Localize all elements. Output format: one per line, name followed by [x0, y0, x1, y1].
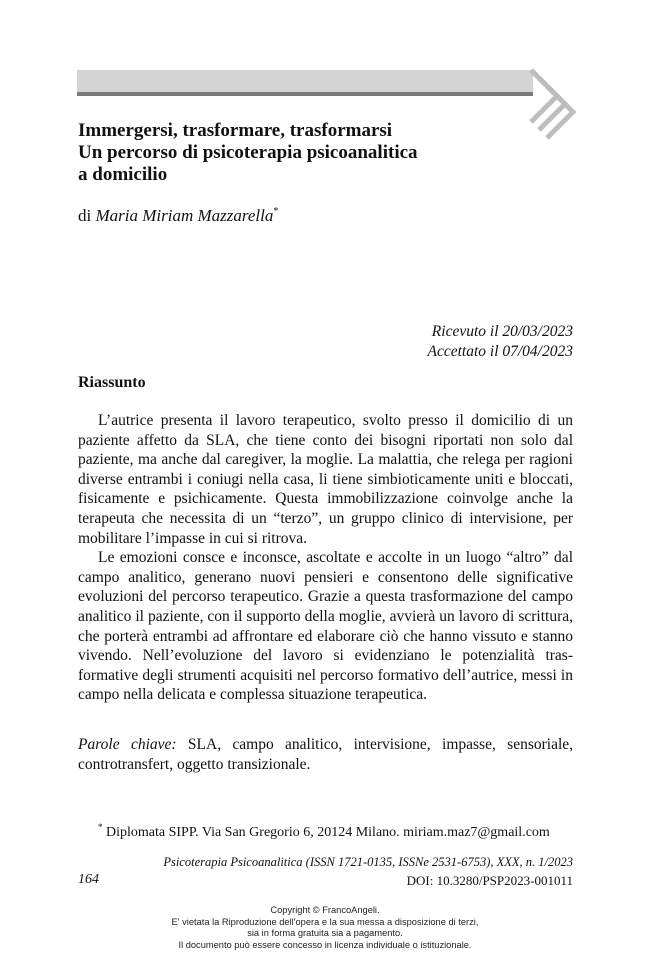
journal-citation: Psicoterapia Psicoanalitica (ISSN 1721-0135, ISSNe 2531-6753), XXX, n. 1/2023 [163, 855, 573, 869]
keywords [78, 735, 573, 775]
footnote-mark: * [98, 822, 103, 832]
abstract-body [78, 411, 573, 705]
title-line: Immergersi, trasformare, trasformarsi [78, 120, 393, 141]
copyright-line: Il documento può essere concesso in licenza individuale o istituzionale. [178, 939, 472, 950]
title-line: a domicilio [78, 164, 168, 185]
doi: DOI: 10.3280/PSP2023-001011 [406, 873, 573, 888]
author-name: Maria Miriam Mazzarella [95, 206, 274, 225]
abstract-paragraph: Le emozioni consce e inconsce, ascoltate e accolte in un luogo “altro” dal campo analitico, generano nuovi pensieri e consentono delle significative evoluzioni del percorso terapeutico. Grazie a questa trasformazione del campo analitico il paziente, con il supporto della moglie, avvierà un lavoro di scrittura, che porterà entrambi ad affrontare ed elaborare ciò che hanno vissuto e stanno vivendo. Nell’evoluzione del lavoro si evidenziano le potenzialità tras-formative degli strumenti acquisiti nel percorso formativo dell’autrice, messi in campo nella delicata e complessa situazione terapeutica. [78, 549, 573, 704]
keywords-text: SLA, campo analitico, intervisione, impasse, sensoriale, controtransfert, oggetto transizionale. [78, 736, 574, 773]
author-footnote-mark: * [273, 206, 279, 217]
author-prefix: di [78, 206, 92, 225]
accepted-date: Accettato il 07/04/2023 [427, 343, 573, 360]
header-band [77, 70, 533, 92]
page-number: 164 [78, 872, 99, 887]
title-line: Un percorso di psicoterapia psicoanalitica [78, 142, 418, 163]
author-footnote [98, 822, 550, 841]
copyright-line: E' vietata la Riproduzione dell'opera e la sua messa a disposizione di terzi, [171, 916, 479, 927]
header-rule [77, 92, 533, 96]
keywords-label: Parole chiave: [78, 736, 177, 753]
submission-dates [427, 322, 573, 362]
footnote-text: Diplomata SIPP. Via San Gregorio 6, 20124 Milano. miriam.maz7@gmail.com [106, 825, 550, 840]
article-title [78, 120, 528, 186]
copyright-line: sia in forma gratuita sia a pagamento. [247, 928, 403, 938]
copyright-line: Copyright © FrancoAngeli. [270, 905, 380, 915]
abstract-heading: Riassunto [78, 374, 146, 391]
received-date: Ricevuto il 20/03/2023 [431, 323, 573, 340]
abstract-paragraph: L’autrice presenta il lavoro terapeutico, svolto presso il domicilio di un paziente affetto da SLA, che tiene conto dei bisogni riportati non solo dal paziente, ma anche dal caregiver, la moglie. La malattia, che relega per ragioni diverse entrambi i coniugi nella casa, li tiene simbioticamente uniti e bloccati, fisicamente e psichicamente. Questa immobilizzazione coinvolge anche la terapeuta che necessita di un “terzo”, un gruppo clinico di intervisione, per mobilitare l’impasse in cui si ritrova. [78, 412, 573, 547]
copyright-notice [0, 905, 650, 951]
author-line [78, 206, 278, 226]
chevrons-right-icon [527, 68, 577, 146]
